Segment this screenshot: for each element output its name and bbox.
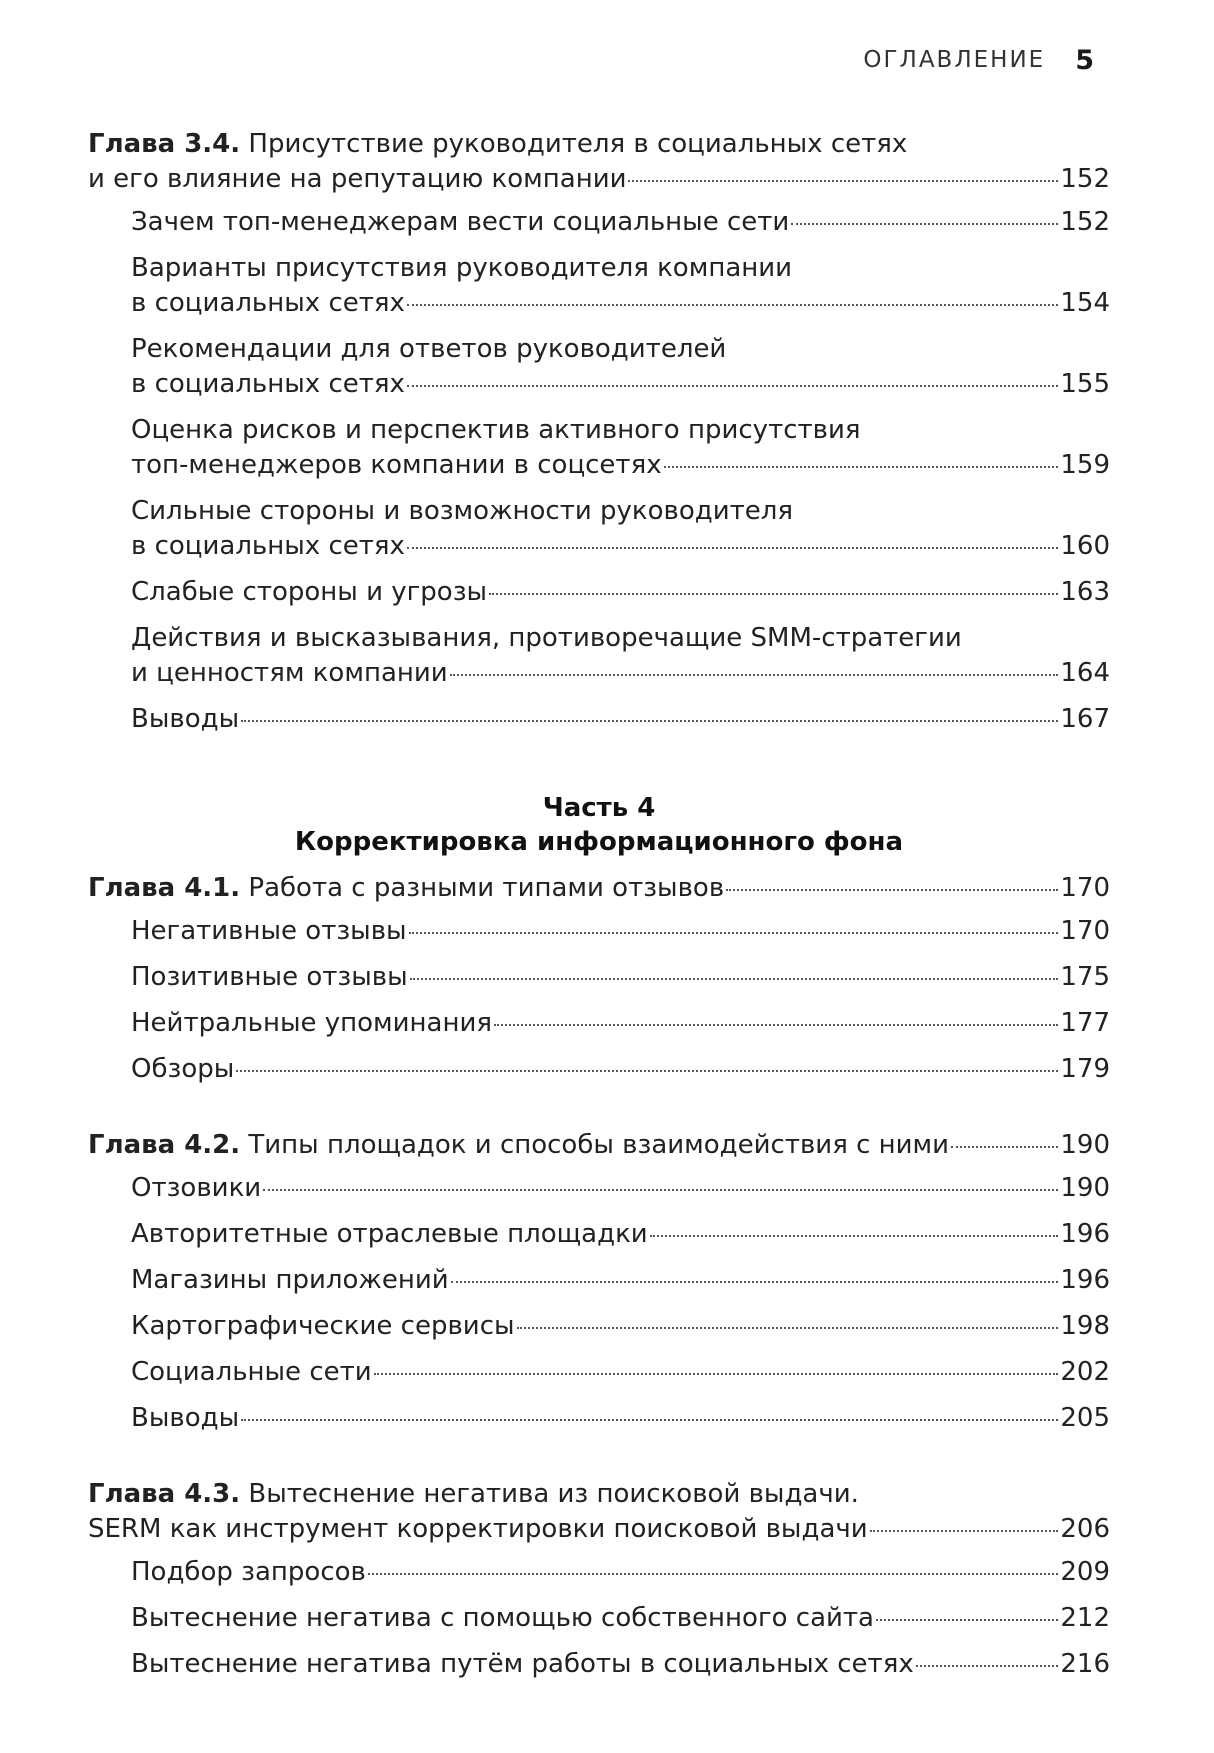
toc-item-title: Выводы	[131, 704, 240, 734]
dot-leader	[410, 978, 1059, 980]
dot-leader	[791, 223, 1058, 225]
toc-item-title: Слабые стороны и угрозы	[131, 577, 488, 607]
page-ref: 152	[1060, 207, 1110, 237]
dot-leader	[236, 1070, 1058, 1072]
dot-leader	[876, 1619, 1058, 1621]
toc-item-title: в социальных сетях	[131, 531, 405, 561]
chapter-label: Глава 4.1.	[88, 873, 241, 903]
page-ref: 196	[1060, 1219, 1110, 1249]
page-ref: 179	[1060, 1054, 1110, 1084]
dot-leader	[650, 1235, 1059, 1237]
chapter-title: Типы площадок и способы взаимодействия с ними	[248, 1130, 950, 1160]
toc-item-title: Вытеснение негатива с помощью собственного сайта	[131, 1603, 874, 1633]
page-ref: 154	[1060, 288, 1110, 318]
toc-item-title-line1: Варианты присутствия руководителя компании	[131, 253, 793, 283]
toc-item-title: Вытеснение негатива путём работы в социальных сетях	[131, 1649, 914, 1679]
toc-item[interactable]	[88, 205, 1110, 240]
toc-item[interactable]	[88, 1555, 1110, 1590]
toc-item-title: в социальных сетях	[131, 288, 405, 318]
dot-leader	[263, 1189, 1058, 1191]
table-of-contents	[88, 127, 1110, 1693]
page-ref: 209	[1060, 1557, 1110, 1587]
toc-item-title: топ-менеджеров компании в соцсетях	[131, 450, 662, 480]
toc-item-title: Магазины приложений	[131, 1265, 449, 1295]
toc-item[interactable]	[88, 332, 1110, 402]
chapter-title: Работа с разными типами отзывов	[248, 873, 725, 903]
toc-item-title: Нейтральные упоминания	[131, 1008, 493, 1038]
toc-item-title: Позитивные отзывы	[131, 962, 408, 992]
dot-leader	[726, 889, 1058, 891]
toc-item[interactable]	[88, 1647, 1110, 1682]
dot-leader	[489, 593, 1058, 595]
toc-item-title: Подбор запросов	[131, 1557, 366, 1587]
page-ref: 152	[1060, 164, 1110, 194]
chapter-title-line1: Вытеснение негатива из поисковой выдачи.	[248, 1479, 859, 1509]
part-label: Часть 4	[542, 793, 656, 823]
toc-item-title: и ценностям компании	[131, 658, 448, 688]
dot-leader	[517, 1327, 1059, 1329]
page-ref: 159	[1060, 450, 1110, 480]
page-ref: 170	[1060, 873, 1110, 903]
toc-item-title: Картографические сервисы	[131, 1311, 515, 1341]
toc-item-title-line1: Сильные стороны и возможности руководителя	[131, 496, 794, 526]
part-heading	[88, 791, 1110, 859]
dot-leader	[951, 1146, 1058, 1148]
dot-leader	[368, 1573, 1059, 1575]
toc-item[interactable]	[88, 1601, 1110, 1636]
toc-chapter-4-1[interactable]	[88, 871, 1110, 906]
toc-item[interactable]	[88, 1263, 1110, 1298]
toc-item[interactable]	[88, 1401, 1110, 1436]
toc-item-title: Авторитетные отраслевые площадки	[131, 1219, 648, 1249]
chapter-title-line2: и его влияние на репутацию компании	[88, 164, 627, 194]
chapter-title-line2: SERM как инструмент корректировки поисковой выдачи	[88, 1514, 868, 1544]
page-ref: 202	[1060, 1357, 1110, 1387]
toc-item-title: Социальные сети	[131, 1357, 372, 1387]
part-title: Корректировка информационного фона	[294, 827, 904, 857]
toc-chapter-3-4[interactable]	[88, 127, 1110, 197]
toc-item[interactable]	[88, 251, 1110, 321]
page-number: 5	[1075, 44, 1094, 76]
toc-item[interactable]	[88, 494, 1110, 564]
toc-item-title: Выводы	[131, 1403, 240, 1433]
toc-item-title-line1: Действия и высказывания, противоречащие SMM-стратегии	[131, 623, 962, 653]
page-ref: 196	[1060, 1265, 1110, 1295]
dot-leader	[870, 1530, 1059, 1532]
page-ref: 212	[1060, 1603, 1110, 1633]
page-ref: 160	[1060, 531, 1110, 561]
page-ref: 205	[1060, 1403, 1110, 1433]
toc-item-title-line1: Оценка рисков и перспектив активного присутствия	[131, 415, 861, 445]
toc-chapter-4-3[interactable]	[88, 1477, 1110, 1547]
toc-item-title: Отзовики	[131, 1173, 262, 1203]
dot-leader	[407, 547, 1058, 549]
dot-leader	[451, 1281, 1059, 1283]
chapter-label: Глава 3.4.	[88, 129, 241, 159]
toc-item-title: Зачем топ-менеджерам вести социальные сети	[131, 207, 790, 237]
toc-item[interactable]	[88, 1217, 1110, 1252]
page-ref: 175	[1060, 962, 1110, 992]
page-ref: 190	[1060, 1173, 1110, 1203]
toc-chapter-4-2[interactable]	[88, 1128, 1110, 1163]
dot-leader	[916, 1665, 1059, 1667]
toc-item[interactable]	[88, 1052, 1110, 1087]
dot-leader	[664, 466, 1059, 468]
page-ref: 216	[1060, 1649, 1110, 1679]
toc-item-title: Обзоры	[131, 1054, 235, 1084]
dot-leader	[494, 1024, 1058, 1026]
page-ref: 206	[1060, 1514, 1110, 1544]
page-ref: 198	[1060, 1311, 1110, 1341]
dot-leader	[241, 720, 1058, 722]
dot-leader	[450, 674, 1059, 676]
toc-item-title-line1: Рекомендации для ответов руководителей	[131, 334, 727, 364]
toc-item[interactable]	[88, 1309, 1110, 1344]
dot-leader	[407, 385, 1058, 387]
page-ref: 163	[1060, 577, 1110, 607]
chapter-label: Глава 4.3.	[88, 1479, 241, 1509]
page-ref: 167	[1060, 704, 1110, 734]
dot-leader	[241, 1419, 1058, 1421]
section-gap	[88, 1447, 1110, 1477]
page-ref: 164	[1060, 658, 1110, 688]
toc-item[interactable]	[88, 960, 1110, 995]
dot-leader	[407, 304, 1058, 306]
dot-leader	[374, 1373, 1059, 1375]
page-ref: 155	[1060, 369, 1110, 399]
dot-leader	[628, 180, 1058, 182]
toc-item[interactable]	[88, 702, 1110, 737]
page-ref: 190	[1060, 1130, 1110, 1160]
toc-item[interactable]	[88, 413, 1110, 483]
page-ref: 170	[1060, 916, 1110, 946]
running-head	[863, 40, 1094, 80]
chapter-title-line1: Присутствие руководителя в социальных сетях	[248, 129, 908, 159]
toc-item[interactable]	[88, 914, 1110, 949]
toc-item[interactable]	[88, 621, 1110, 691]
dot-leader	[409, 932, 1059, 934]
toc-item-title: Негативные отзывы	[131, 916, 407, 946]
toc-item[interactable]	[88, 1006, 1110, 1041]
toc-item[interactable]	[88, 1355, 1110, 1390]
running-head-title: ОГЛАВЛЕНИЕ	[863, 47, 1046, 73]
toc-item-title: в социальных сетях	[131, 369, 405, 399]
toc-item[interactable]	[88, 1171, 1110, 1206]
page-ref: 177	[1060, 1008, 1110, 1038]
section-gap	[88, 1098, 1110, 1128]
toc-item[interactable]	[88, 575, 1110, 610]
chapter-label: Глава 4.2.	[88, 1130, 241, 1160]
